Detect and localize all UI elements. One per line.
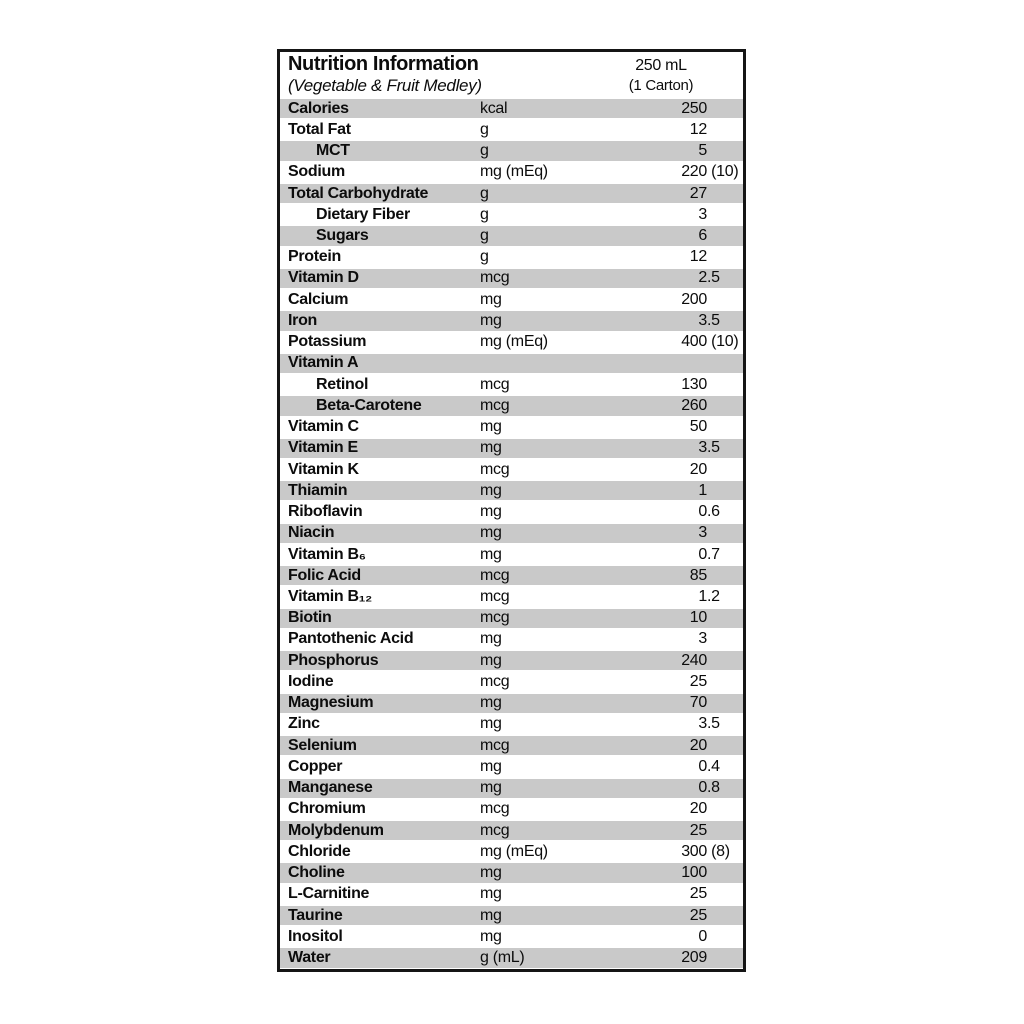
nutrient-value-suffix: .5 [707, 715, 720, 733]
nutrient-unit: mg [480, 290, 502, 308]
nutrient-value: 2 [698, 269, 707, 287]
nutrient-value: 27 [689, 184, 707, 202]
serving-container: (1 Carton) [628, 77, 694, 94]
table-row [280, 374, 743, 395]
nutrient-unit: mg [480, 481, 502, 499]
nutrient-label: Copper [288, 757, 343, 775]
nutrient-value: 25 [689, 906, 707, 924]
nutrient-value: 85 [689, 566, 707, 584]
nutrient-value-suffix: .5 [707, 439, 720, 457]
nutrient-value: 20 [689, 460, 707, 478]
nutrient-unit: mg [480, 545, 502, 563]
nutrient-unit: g [480, 205, 489, 223]
table-row [280, 650, 743, 671]
nutrient-unit: mg [480, 694, 502, 712]
nutrient-label: Vitamin K [288, 460, 359, 478]
nutrient-unit: mcg [480, 588, 510, 605]
table-row [280, 756, 743, 777]
nutrient-label: Niacin [288, 524, 335, 542]
nutrient-label: Riboflavin [288, 503, 363, 521]
nutrient-unit: mg (mEq) [480, 842, 548, 860]
table-row [280, 247, 743, 268]
nutrient-unit: mcg [480, 460, 510, 478]
table-row [280, 778, 743, 799]
table-row [280, 353, 743, 374]
table-subtitle: (Vegetable & Fruit Medley) [288, 76, 482, 95]
nutrient-unit: mcg [480, 566, 510, 584]
table-row [280, 544, 743, 565]
nutrient-unit: mcg [480, 375, 510, 393]
nutrient-unit: mg (mEq) [480, 163, 548, 181]
nutrient-unit: mg [480, 906, 502, 924]
nutrient-value-suffix: (10) [707, 333, 739, 351]
nutrient-unit: mg [480, 651, 502, 669]
nutrient-label: Inositol [288, 927, 343, 945]
nutrient-unit: mg [480, 779, 502, 797]
nutrient-value: 12 [689, 120, 707, 138]
nutrient-unit: mg [480, 630, 502, 648]
table-row [280, 905, 743, 926]
nutrient-value: 1 [698, 588, 707, 605]
nutrient-value-suffix: .5 [707, 311, 720, 329]
nutrient-label: Calories [288, 99, 349, 117]
nutrient-unit: mg [480, 439, 502, 457]
nutrient-value: 12 [689, 248, 707, 266]
nutrient-unit: kcal [480, 99, 508, 117]
nutrient-value: 20 [689, 736, 707, 754]
table-row [280, 671, 743, 692]
table-row [280, 608, 743, 629]
nutrient-value: 10 [689, 609, 707, 627]
table-row [280, 565, 743, 586]
nutrient-label: Beta-Carotene [316, 396, 422, 414]
nutrient-value: 20 [689, 800, 707, 818]
nutrient-label: Manganese [288, 779, 373, 797]
nutrient-label: Water [288, 948, 331, 966]
nutrient-value: 5 [698, 142, 707, 160]
table-row [280, 162, 743, 183]
nutrient-label: Calcium [288, 290, 349, 308]
nutrient-label: Choline [288, 864, 345, 882]
table-row [280, 183, 743, 204]
table-row [280, 693, 743, 714]
nutrient-unit: mg [480, 757, 502, 775]
nutrient-value: 300 [681, 842, 707, 860]
nutrient-label: Sugars [316, 227, 369, 245]
nutrient-value: 1 [698, 481, 707, 499]
table-row [280, 395, 743, 416]
nutrient-unit: g [480, 248, 489, 266]
table-row [280, 459, 743, 480]
nutrient-value: 3 [698, 311, 707, 329]
nutrient-unit: g [480, 184, 489, 202]
nutrient-value: 400 [681, 333, 707, 351]
nutrient-value: 25 [689, 672, 707, 690]
nutrient-label: MCT [316, 142, 350, 160]
nutrient-unit: mg [480, 524, 502, 542]
nutrient-unit: mcg [480, 800, 510, 818]
nutrient-value: 240 [681, 651, 707, 669]
table-row [280, 841, 743, 862]
nutrient-value: 3 [698, 524, 707, 542]
nutrient-label: Vitamin D [288, 269, 359, 287]
table-row [280, 98, 743, 119]
nutrient-value-suffix: .8 [707, 779, 720, 797]
nutrient-label: Vitamin B₆ [288, 545, 366, 563]
table-row [280, 438, 743, 459]
nutrient-label: Protein [288, 248, 342, 266]
serving-info [561, 55, 746, 95]
table-row [280, 204, 743, 225]
table-row [280, 586, 743, 607]
nutrient-value: 0 [698, 757, 707, 775]
nutrient-unit: mcg [480, 609, 510, 627]
nutrient-unit: g [480, 227, 489, 245]
nutrient-label: L-Carnitine [288, 885, 370, 903]
nutrient-unit: mg [480, 885, 502, 903]
nutrient-value: 50 [689, 418, 707, 436]
nutrient-value: 0 [698, 545, 707, 563]
nutrient-label: Retinol [316, 375, 369, 393]
nutrient-label: Total Carbohydrate [288, 184, 429, 202]
nutrient-label: Biotin [288, 609, 332, 627]
nutrient-value: 200 [681, 290, 707, 308]
table-row [280, 417, 743, 438]
nutrient-value: 0 [698, 503, 707, 521]
table-row [280, 799, 743, 820]
table-row [280, 947, 743, 968]
nutrient-unit: mcg [480, 396, 510, 414]
table-row [280, 714, 743, 735]
table-row [280, 629, 743, 650]
nutrient-value-suffix: .4 [707, 757, 720, 775]
nutrient-label: Magnesium [288, 694, 374, 712]
nutrient-value-suffix: .5 [707, 269, 720, 287]
nutrient-value: 220 [681, 163, 707, 181]
nutrient-label: Dietary Fiber [316, 205, 410, 223]
nutrient-value-suffix: .2 [707, 588, 720, 605]
nutrient-label: Phosphorus [288, 651, 379, 669]
nutrient-unit: g (mL) [480, 948, 525, 966]
table-title: Nutrition Information [288, 53, 479, 75]
nutrient-value: 3 [698, 630, 707, 648]
nutrient-value: 130 [681, 375, 707, 393]
nutrient-unit: mcg [480, 821, 510, 839]
nutrient-value: 209 [681, 948, 707, 966]
nutrient-value: 6 [698, 227, 707, 245]
nutrient-label: Thiamin [288, 481, 348, 499]
nutrient-value: 0 [698, 779, 707, 797]
nutrient-unit: mg [480, 418, 502, 436]
nutrient-unit: mcg [480, 672, 510, 690]
nutrient-unit: mg [480, 864, 502, 882]
nutrient-value-suffix: .7 [707, 545, 720, 563]
table-row [280, 735, 743, 756]
nutrient-label: Vitamin E [288, 439, 358, 457]
nutrient-label: Iron [288, 311, 318, 329]
table-row [280, 332, 743, 353]
nutrient-label: Zinc [288, 715, 320, 733]
nutrient-value: 260 [681, 396, 707, 414]
nutrient-rows [280, 98, 743, 969]
nutrient-value: 250 [681, 99, 707, 117]
nutrient-value: 3 [698, 439, 707, 457]
nutrient-label: Total Fat [288, 120, 351, 138]
nutrient-value: 100 [681, 864, 707, 882]
nutrient-label: Iodine [288, 672, 334, 690]
table-row [280, 480, 743, 501]
nutrient-unit: mg [480, 503, 502, 521]
nutrient-value: 70 [689, 694, 707, 712]
table-row [280, 225, 743, 246]
serving-size: 250 mL [635, 57, 687, 74]
nutrient-unit: mg [480, 927, 502, 945]
nutrient-label: Folic Acid [288, 566, 361, 584]
nutrient-unit: mg (mEq) [480, 333, 548, 351]
nutrient-unit: g [480, 120, 489, 138]
nutrient-value: 0 [698, 927, 707, 945]
table-row [280, 862, 743, 883]
nutrient-unit: mcg [480, 269, 510, 287]
table-row [280, 926, 743, 947]
table-row [280, 310, 743, 331]
nutrient-value-suffix: (8) [707, 842, 730, 860]
nutrient-value: 25 [689, 885, 707, 903]
nutrient-value-suffix: (10) [707, 163, 739, 181]
nutrient-unit: mg [480, 311, 502, 329]
table-row [280, 268, 743, 289]
nutrient-label: Pantothenic Acid [288, 630, 414, 648]
nutrition-facts-table [277, 49, 746, 972]
nutrient-label: Vitamin C [288, 418, 359, 436]
nutrient-value: 3 [698, 205, 707, 223]
table-row [280, 884, 743, 905]
nutrient-label: Vitamin A [288, 354, 359, 372]
table-row [280, 820, 743, 841]
nutrient-label: Potassium [288, 333, 367, 351]
nutrient-label: Sodium [288, 163, 345, 181]
nutrient-label: Molybdenum [288, 821, 384, 839]
table-row [280, 501, 743, 522]
table-row [280, 289, 743, 310]
table-row [280, 119, 743, 140]
nutrient-label: Chromium [288, 800, 366, 818]
nutrient-unit: mcg [480, 736, 510, 754]
table-row [280, 523, 743, 544]
nutrient-label: Chloride [288, 842, 351, 860]
nutrient-unit: g [480, 142, 489, 160]
nutrient-value: 25 [689, 821, 707, 839]
nutrient-unit: mg [480, 715, 502, 733]
table-header [280, 52, 743, 98]
nutrient-label: Selenium [288, 736, 357, 754]
nutrient-value: 3 [698, 715, 707, 733]
nutrient-label: Taurine [288, 906, 343, 924]
table-row [280, 140, 743, 161]
nutrient-label: Vitamin B₁₂ [288, 588, 372, 605]
nutrient-value-suffix: .6 [707, 503, 720, 521]
